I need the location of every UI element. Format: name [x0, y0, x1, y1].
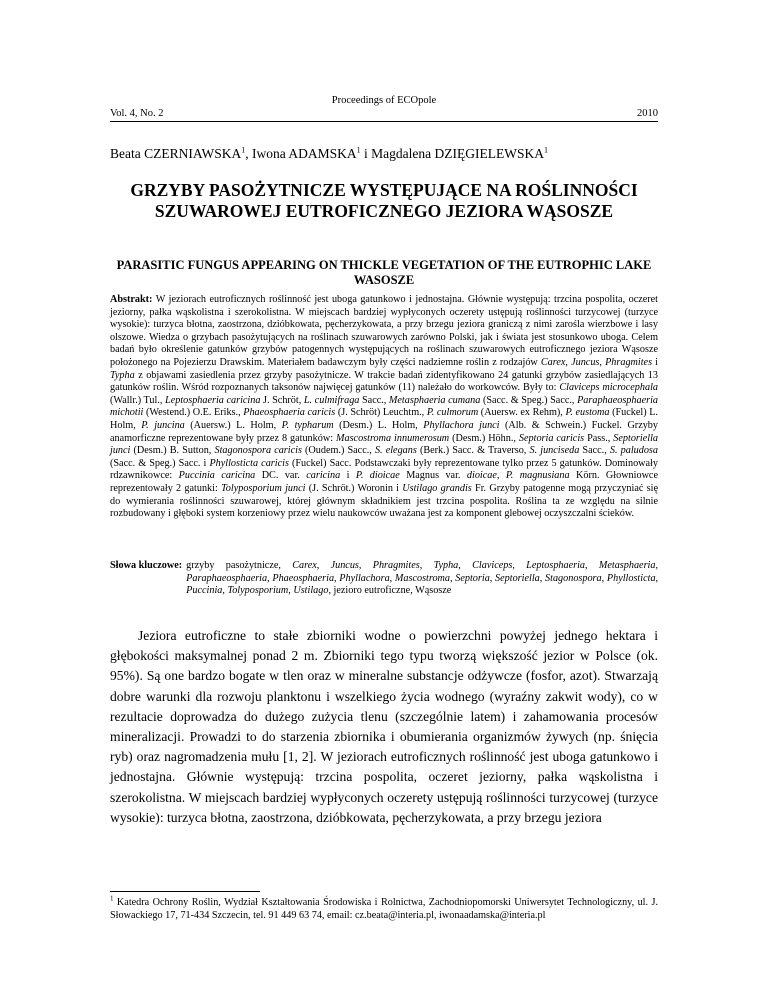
- taxon-name: P. culmorum: [426, 407, 479, 419]
- taxon-name: Juncus: [330, 560, 359, 571]
- keywords-text: grzyby pasożytnicze, Carex, Juncus, Phragmites, Typha, Claviceps, Leptosphaeria, Metasphaeria, Paraphaeosphaeria, Phaeosphaeria, Phyllachora, Mascostroma, Septoria, Septoriella, Stagonospora, Phyllosticta, Puccinia, Tolyposporium, Ustilago, jezioro eutroficzne, Wąsosze: [186, 560, 659, 597]
- running-head: [110, 95, 658, 122]
- taxon-name: S. elegans: [374, 445, 417, 457]
- paper-title-english: PARASITIC FUNGUS APPEARING ON THICKLE VEGETATION OF THE EUTROPHIC LAKE WASOSZE: [116, 258, 652, 287]
- taxon-name: Phragmites: [372, 560, 420, 571]
- author-name: Magdalena DZIĘGIELEWSKA: [371, 146, 544, 161]
- taxon-name: S. paludosa: [609, 445, 658, 457]
- keywords-label: Słowa kluczowe:: [110, 560, 183, 571]
- taxon-name: Phaeosphaeria caricis: [243, 407, 336, 419]
- taxon-name: Mascostroma innumerosum: [336, 432, 450, 444]
- taxon-name: Ustilago grandis: [402, 482, 472, 494]
- taxon-name: caricina: [306, 470, 341, 482]
- taxon-name: Stagonospora caricis: [214, 445, 302, 457]
- taxon-name: L. culmifraga: [303, 394, 360, 406]
- taxon-name: Typha: [433, 560, 459, 571]
- keywords: [110, 560, 658, 598]
- taxon-name: Paraphaeosphaeria: [186, 572, 268, 584]
- taxon-name: Metasphaeria: [598, 560, 656, 571]
- taxon-name: Tolyposporium junci: [221, 482, 306, 494]
- taxon-name: P. magnusiana: [505, 470, 570, 482]
- abstract: [110, 294, 658, 521]
- taxon-name: P. dioicae: [355, 470, 400, 482]
- footnote-rule: [110, 891, 260, 892]
- footnote-marker: 1: [110, 894, 114, 903]
- taxon-name: Typha: [110, 369, 135, 381]
- taxon-name: Phaeosphaeria: [272, 572, 335, 584]
- taxon-name: Septoria: [455, 572, 490, 584]
- footnote-text: Katedra Ochrony Roślin, Wydział Kształtowania Środowiska i Rolnictwa, Zachodniopomorski Uniwersytet Technologiczny, ul. J. Słowackiego 17, 71-434 Szczecin, tel. 91 449 63 74, email: cz.beata@interia.pl, iwonaadamska@interia.pl: [110, 897, 658, 921]
- taxon-name: Leptosphaeria caricina: [165, 394, 261, 406]
- taxon-name: Puccinia caricina: [178, 470, 256, 482]
- author-separator: ,: [245, 146, 253, 161]
- taxon-name: P. juncina: [141, 419, 185, 431]
- taxon-name: dioicae: [466, 470, 497, 482]
- taxon-name: Paraphaeosphaeria michotii: [110, 394, 658, 419]
- body-paragraph: Jeziora eutroficzne to stałe zbiorniki wodne o powierzchni powyżej jednego hektara i głębokości maksymalnej ponad 2 m. Zbiorniki tego typu tworzą większość jezior w Polsce (ok. 95%). Są one bardzo bogate w tlen oraz w mineralne substancje odżywcze (fosfor, azot). Stwarzają dobre warunki dla rozwoju planktonu i wszelkiego życia wodnego (wyraźny zakwit wody), co w rezultacie doprowadza do dużego zużycia tlenu (szczególnie latem) i zahamowania procesów mineralizacji. Prowadzi to do starzenia zbiornika i obumierania organizmów żywych (np. śnięcia ryb) oraz nagromadzenia mułu [1, 2]. W jeziorach eutroficznych roślinność jest uboga gatunkowo i jednostajna. Głównie występują: trzcina pospolita, oczeret jeziorny, pałka wąskolistna i szerokolistna. W miejscach bardziej wypłyconych oczerety ustępują roślinności turzycowej (turzyce wysokie): turzyca błotna, zaostrzona, dzióbkowata, pęcherzykowata, a przy brzegu jeziora: [110, 628, 658, 825]
- taxon-name: Carex: [292, 560, 317, 571]
- author-name: Beata CZERNIAWSKA: [110, 146, 242, 161]
- taxon-name: Leptosphaeria: [526, 560, 586, 571]
- taxon-name: Septoriella: [495, 572, 540, 584]
- author-list: [110, 146, 658, 162]
- taxon-name: P. eustoma: [565, 407, 610, 419]
- paper-title-polish: GRZYBY PASOŻYTNICZE WYSTĘPUJĄCE NA ROŚLINNOŚCI SZUWAROWEJ EUTROFICZNEGO JEZIORA WĄSOSZE: [130, 180, 638, 221]
- taxon-name: S. junciseda: [529, 445, 580, 457]
- taxon-name: Juncus: [571, 356, 600, 368]
- taxon-name: Tolyposporium: [227, 585, 289, 597]
- taxon-name: Ustilago: [293, 585, 329, 597]
- volume-label: Vol. 4, No. 2: [110, 108, 164, 119]
- journal-name: Proceedings of ECOpole: [331, 95, 437, 106]
- year-label: 2010: [637, 108, 658, 119]
- abstract-label: Abstrakt:: [110, 294, 153, 305]
- taxon-name: Phyllachora: [339, 572, 390, 584]
- taxon-name: Puccinia: [186, 585, 223, 597]
- affiliation-marker: 1: [544, 145, 548, 155]
- affiliation-marker: 1: [356, 145, 361, 155]
- abstract-text: W jeziorach eutroficznych roślinność jest uboga gatunkowo i jednostajna. Głównie występują: trzcina pospolita, oczeret jeziorny, pałka wąskolistna i szerokolistna. W miejscach bardziej wypłyconych oczerety ustępują roślinności turzycowej (turzyce wysokie): turzyca błotna, zaostrzona, dzióbkowata, pęcherzykowata, a przy brzegu jeziora graniczą z nimi zarośla wierzbowe i lasy olszowe. Wiedza o grzybach pasożytujących na roślinach szuwarowych zarówno Polski, jak i świata jest stosunkowo uboga. Celem badań było określenie gatunków grzybów patogennych występujących na roślinach szuwarowych eutroficznego jeziora Wąsosze położonego na Pojezierzu Drawskim. Materiałem badawczym były części nadziemne roślin z rodzajów Carex, Juncus, Phragmites i Typha z objawami zasiedlenia przez grzyby pasożytnicze. W trakcie badań zidentyfikowano 24 gatunki grzybów zasiedlających 13 gatunków roślin. Wśród rozpoznanych taksonów najwięcej gatunków (11) należało do workowców. Były to: Claviceps microcephala (Wallr.) Tul., Leptosphaeria caricina J. Schröt, L. culmifraga Sacc., Metasphaeria cumana (Sacc. & Speg.) Sacc., Paraphaeosphaeria michotii (Westend.) O.E. Eriks., Phaeosphaeria caricis (J. Schröt) Leuchtm., P. culmorum (Auersw. ex Rehm), P. eustoma (Fuckel) L. Holm, P. juncina (Auersw.) L. Holm, P. typharum (Desm.) L. Holm, Phyllachora junci (Alb. & Schwein.) Fuckel. Grzyby anamorficzne reprezentowane były przez 8 gatunków: Mascostroma innumerosum (Desm.) Höhn., Septoria caricis Pass., Septoriella junci (Desm.) B. Sutton, Stagonospora caricis (Oudem.) Sacc., S. elegans (Berk.) Sacc. & Traverso, S. junciseda Sacc., S. paludosa (Sacc. & Speg.) Sacc. i Phyllosticta caricis (Fuckel) Sacc. Podstawczaki były reprezentowane tylko przez 5 gatunków. Dominowały rdzawnikowce: Puccinia caricina DC. var. caricina i P. dioicae Magnus var. dioicae, P. magnusiana Körn. Głowniowce reprezentowały 2 gatunki: Tolyposporium junci (J. Schröt.) Woronin i Ustilago grandis Fr. Grzyby patogenne mogą przyczyniać się do wymierania roślinności szuwarowej, której głównym składnikiem jest trzcina pospolita. Roślina ta ze względu na silnie rozbudowany i głęboki system korzeniowy przez wielu naukowców uważana jest za komponent glebowej oczyszczalni ścieków.: [110, 294, 659, 520]
- taxon-name: Stagonospora: [545, 572, 602, 584]
- taxon-name: Claviceps: [472, 560, 513, 571]
- taxon-name: Septoriella junci: [110, 432, 659, 457]
- taxon-name: Claviceps microcephala: [559, 382, 659, 394]
- taxon-name: Mascostroma: [394, 572, 451, 584]
- taxon-name: Metasphaeria cumana: [388, 394, 481, 406]
- taxon-name: Phyllachora junci: [423, 419, 500, 431]
- taxon-name: Phragmites: [605, 356, 653, 368]
- taxon-name: Phyllosticta: [606, 572, 656, 584]
- taxon-name: Septoria caricis: [518, 432, 585, 444]
- affiliation-marker: 1: [241, 145, 246, 155]
- taxon-name: Phyllosticta caricis: [209, 457, 289, 469]
- author-separator: i: [360, 146, 372, 161]
- taxon-name: P. typharum: [281, 419, 334, 431]
- volume-year-row: [110, 108, 658, 119]
- taxon-name: Carex: [540, 356, 566, 368]
- header-rule: [110, 121, 658, 122]
- footnote: [110, 896, 658, 922]
- author-name: Iwona ADAMSKA: [252, 146, 357, 161]
